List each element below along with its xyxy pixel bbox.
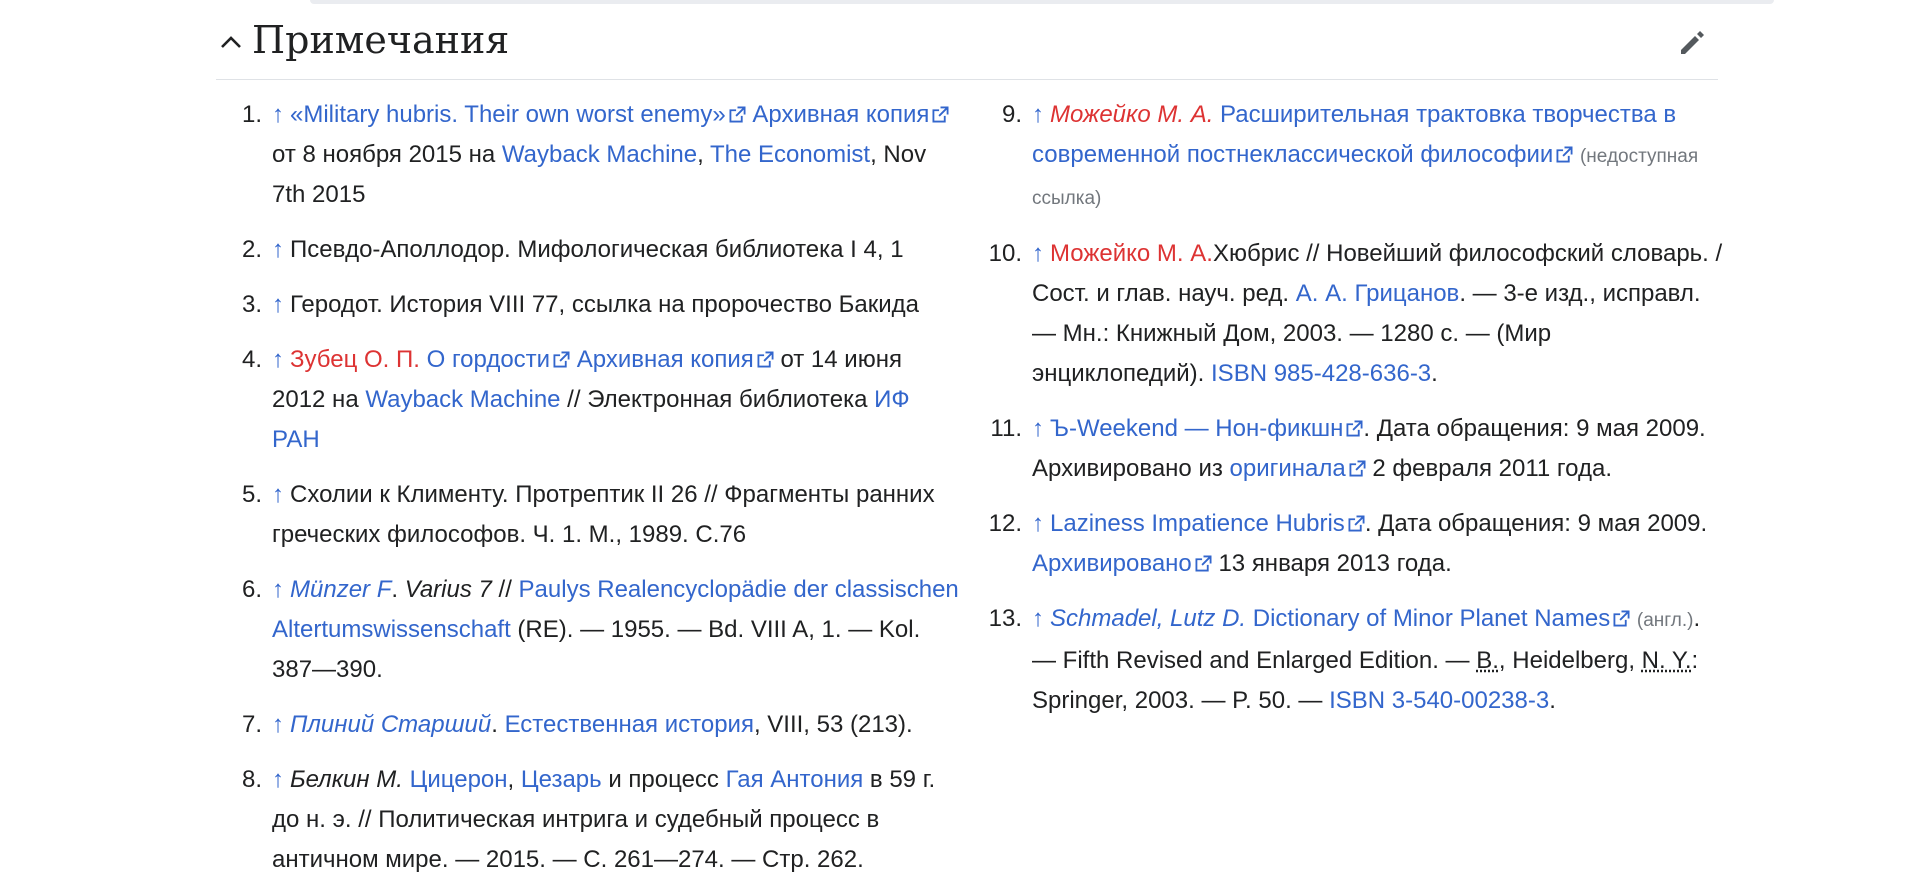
reference-text: . Дата обращения: 9 мая 2009. Архивировано из bbox=[1032, 415, 1706, 482]
backlink-arrow[interactable]: ↑ bbox=[272, 766, 284, 793]
backlink-arrow[interactable]: ↑ bbox=[272, 711, 284, 738]
backlink-arrow[interactable]: ↑ bbox=[272, 291, 284, 318]
reference-text: . — Fifth Revised and Enlarged Edition. — bbox=[1032, 605, 1701, 674]
reference-text: . bbox=[391, 576, 405, 603]
reference-number: 1. bbox=[241, 101, 262, 128]
editor-link[interactable]: А. А. Грицанов bbox=[1295, 280, 1460, 307]
external-link-icon bbox=[1613, 610, 1630, 627]
reference-number: 10. bbox=[988, 240, 1022, 267]
reference-item-6 bbox=[230, 570, 960, 690]
reference-item-3 bbox=[230, 285, 960, 325]
reference-text: Геродот. История VIII 77, ссылка на пророчество Бакида bbox=[290, 291, 919, 318]
reference-author: Белкин М. bbox=[290, 766, 403, 793]
reference-link[interactable]: Расширительная трактовка творчества в современной постнеклассической философии bbox=[1032, 101, 1677, 168]
reference-number: 8. bbox=[241, 766, 262, 793]
archived-link[interactable]: Архивировано bbox=[1032, 550, 1192, 577]
reference-number: 13. bbox=[988, 605, 1022, 632]
reference-text: // bbox=[491, 576, 519, 603]
reference-text: , Heidelberg, bbox=[1498, 647, 1642, 674]
backlink-arrow[interactable]: ↑ bbox=[1032, 101, 1044, 128]
pauly-link[interactable]: Paulys Realencyclopädie der classischen Altertumswissenschaft bbox=[272, 576, 959, 643]
reference-text: 2 февраля 2011 года. bbox=[1365, 455, 1612, 482]
reference-item-11 bbox=[990, 409, 1725, 489]
backlink-arrow[interactable]: ↑ bbox=[272, 576, 284, 603]
natural-history-link[interactable]: Естественная история bbox=[504, 711, 754, 738]
author-link[interactable]: Schmadel, Lutz D. bbox=[1050, 605, 1247, 632]
reference-text: и процесс bbox=[601, 766, 726, 793]
reference-text: , bbox=[507, 766, 521, 793]
city-abbreviation: N. Y. bbox=[1641, 647, 1692, 674]
reference-text: Хюбрис // Новейший философский словарь. / Сост. и глав. науч. ред. bbox=[1032, 240, 1723, 307]
section-title: Примечания bbox=[252, 18, 510, 62]
reference-text: : Springer, 2003. — P. 50. — bbox=[1032, 647, 1699, 714]
isbn-link[interactable]: ISBN 3-540-00238-3 bbox=[1329, 687, 1550, 714]
references-column-right bbox=[990, 95, 1725, 736]
reference-item-5 bbox=[230, 475, 960, 555]
reference-text: в 59 г. до н. э. // Политическая интрига и судебный процесс в античном мире. — 2015. — С. 261—274. — Стр. 262. bbox=[272, 766, 936, 873]
reference-text: . bbox=[1431, 360, 1438, 387]
reference-number: 5. bbox=[241, 481, 262, 508]
backlink-arrow[interactable]: ↑ bbox=[272, 101, 284, 128]
caesar-link[interactable]: Цезарь bbox=[520, 766, 602, 793]
reference-text: Псевдо-Аполлодор. Мифологическая библиотека I 4, 1 bbox=[290, 236, 904, 263]
reference-item-2 bbox=[230, 230, 960, 270]
external-link-icon bbox=[729, 106, 746, 123]
author-redlink[interactable]: Зубец О. П. bbox=[290, 346, 420, 373]
reference-text: 13 января 2013 года. bbox=[1211, 550, 1452, 577]
backlink-arrow[interactable]: ↑ bbox=[272, 236, 284, 263]
language-note: (англ.) bbox=[1636, 610, 1694, 631]
reference-item-4 bbox=[230, 340, 960, 460]
reference-number: 9. bbox=[1001, 101, 1022, 128]
wayback-link[interactable]: Wayback Machine bbox=[365, 386, 561, 413]
city-abbreviation: B. bbox=[1476, 647, 1499, 674]
reference-item-7 bbox=[230, 705, 960, 745]
reference-text: (RE). — 1955. — Bd. VIII A, 1. — Kol. 387—390. bbox=[272, 616, 921, 683]
reference-title: Varius 7 bbox=[404, 576, 492, 603]
antonius-link[interactable]: Гая Антония bbox=[725, 766, 864, 793]
reference-number: 12. bbox=[988, 510, 1022, 537]
chevron-up-icon[interactable] bbox=[218, 30, 244, 56]
reference-link[interactable]: «Military hubris. Their own worst enemy» bbox=[290, 101, 726, 128]
reference-link[interactable]: Laziness Impatience Hubris bbox=[1050, 510, 1345, 537]
reference-text: , Nov 7th 2015 bbox=[272, 141, 927, 208]
reference-text: . Дата обращения: 9 мая 2009. bbox=[1364, 510, 1708, 537]
isbn-link[interactable]: ISBN 985-428-636-3 bbox=[1211, 360, 1432, 387]
reference-link[interactable]: О гордости bbox=[426, 346, 551, 373]
backlink-arrow[interactable]: ↑ bbox=[272, 346, 284, 373]
external-link-icon bbox=[1556, 146, 1573, 163]
reference-number: 4. bbox=[241, 346, 262, 373]
references-column-left bbox=[230, 95, 960, 895]
reference-item-9 bbox=[990, 95, 1725, 219]
reference-item-10 bbox=[990, 234, 1725, 394]
reference-text: // Электронная библиотека bbox=[560, 386, 875, 413]
reference-item-12 bbox=[990, 504, 1725, 584]
backlink-arrow[interactable]: ↑ bbox=[1032, 605, 1044, 632]
reference-text: . bbox=[1549, 687, 1556, 714]
author-link[interactable]: Плиний Старший bbox=[290, 711, 492, 738]
reference-text: от 8 ноября 2015 на bbox=[272, 141, 502, 168]
reference-number: 7. bbox=[241, 711, 262, 738]
reference-link[interactable]: Dictionary of Minor Planet Names bbox=[1252, 605, 1611, 632]
reference-number: 2. bbox=[241, 236, 262, 263]
backlink-arrow[interactable]: ↑ bbox=[1032, 415, 1044, 442]
reference-text: , VIII, 53 (213). bbox=[753, 711, 913, 738]
reference-item-8 bbox=[230, 760, 960, 880]
wayback-link[interactable]: Wayback Machine bbox=[501, 141, 698, 168]
backlink-arrow[interactable]: ↑ bbox=[1032, 510, 1044, 537]
reference-text: , bbox=[697, 141, 711, 168]
cicero-link[interactable]: Цицерон bbox=[409, 766, 508, 793]
reference-text: от 14 июня 2012 на bbox=[272, 346, 902, 413]
external-link-icon bbox=[1346, 420, 1363, 437]
author-redlink[interactable]: Можейко М. А. bbox=[1050, 101, 1214, 128]
external-link-icon bbox=[1349, 460, 1366, 477]
backlink-arrow[interactable]: ↑ bbox=[272, 481, 284, 508]
reference-text: Схолии к Клименту. Протрептик II 26 // Фрагменты ранних греческих философов. Ч. 1. М., 1989. С.76 bbox=[272, 481, 935, 548]
external-link-icon bbox=[757, 351, 774, 368]
author-link[interactable]: Münzer F bbox=[290, 576, 392, 603]
author-redlink[interactable]: Можейко М. А. bbox=[1050, 240, 1213, 267]
section-header bbox=[216, 6, 1718, 80]
dead-link-note: (недоступная ссылка) bbox=[1032, 146, 1699, 209]
backlink-arrow[interactable]: ↑ bbox=[1032, 240, 1044, 267]
archive-link[interactable]: Архивная копия bbox=[752, 101, 930, 128]
reference-link[interactable]: Ъ-Weekend — Нон-фикшн bbox=[1050, 415, 1344, 442]
top-search-bar-edge bbox=[310, 0, 1774, 4]
ifran-link[interactable]: ИФ РАН bbox=[272, 386, 910, 453]
reference-item-13 bbox=[990, 599, 1725, 721]
external-link-icon bbox=[1348, 515, 1365, 532]
external-link-icon bbox=[1195, 555, 1212, 572]
reference-number: 6. bbox=[241, 576, 262, 603]
pencil-edit-icon[interactable] bbox=[1674, 24, 1710, 60]
archive-link[interactable]: Архивная копия bbox=[576, 346, 754, 373]
reference-number: 3. bbox=[241, 291, 262, 318]
original-link[interactable]: оригинала bbox=[1229, 455, 1346, 482]
economist-link[interactable]: The Economist bbox=[710, 141, 871, 168]
reference-item-1 bbox=[230, 95, 960, 215]
reference-number: 11. bbox=[990, 415, 1022, 442]
reference-text: . bbox=[491, 711, 505, 738]
external-link-icon bbox=[553, 351, 570, 368]
reference-text: . — 3-е изд., исправл. — Мн.: Книжный Дом, 2003. — 1280 с. — (Мир энциклопедий). bbox=[1032, 280, 1701, 387]
